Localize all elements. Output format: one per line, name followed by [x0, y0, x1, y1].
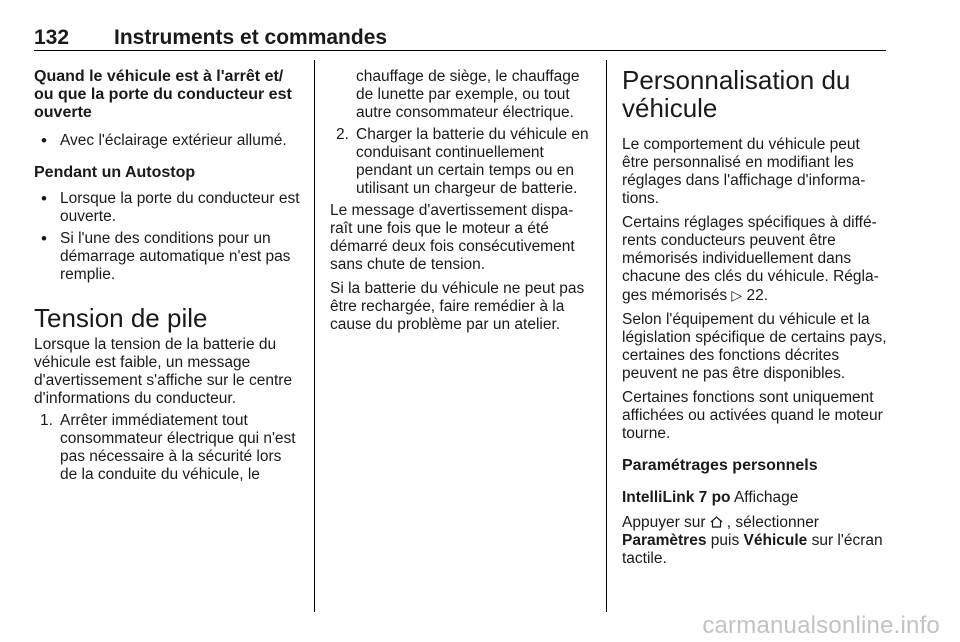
column-divider-2 [606, 60, 607, 612]
numbered-item-continued [330, 68, 595, 122]
column-middle [330, 64, 595, 334]
column-left [34, 64, 302, 484]
paragraph-text: , sélectionner [726, 514, 819, 531]
bullet-item: • Si l'une des conditions pour un démarrage automatique n'est pas remplie. [34, 230, 302, 284]
numbered-item [330, 126, 595, 198]
paragraph [622, 214, 890, 305]
column-right [622, 64, 890, 568]
paragraph [622, 489, 890, 507]
watermark: carmanualsonline.info [702, 612, 940, 639]
subheading-vehicle-stopped: Quand le véhicule est à l'arrêt et/ ou que la porte du conducteur est ouverte [34, 68, 292, 121]
paragraph: Selon l'équipement du véhicule et la législation spécifique de certains pays, certaines des fonctions décrites peuvent ne pas être disponibles. [622, 311, 887, 382]
subheading-autostop: Pendant un Autostop [34, 164, 196, 181]
paragraph [622, 513, 890, 568]
paragraph: Certaines fonctions sont uniquement affichées ou activées quand le moteur tourne. [622, 389, 883, 442]
item-text: Arrêter immédiatement tout consommateur électrique qui n'est pas nécessaire à la sécurité lors de la conduite du véhicule, le [60, 412, 296, 483]
column-divider-1 [314, 60, 315, 612]
paragraph: Le comportement du véhicule peut être personnalisé en modifiant les réglages dans l'affichage d'informa‐ tions. [622, 136, 866, 207]
paragraph-text: Certains réglages spécifiques à diffé‐ rents conducteurs peuvent être mémorisés individuellement dans chacune des clés du véhicule. Régla‐ ges mémorisés [622, 214, 879, 304]
menu-label-settings: Paramètres [622, 532, 707, 549]
home-icon [710, 514, 727, 530]
page-reference-triangle-icon: ▷ [731, 287, 743, 303]
chapter-title: Instruments et commandes [114, 26, 388, 49]
page-header [34, 26, 886, 52]
page-reference-link[interactable]: 22. [746, 287, 769, 304]
paragraph-text: Affichage [733, 489, 799, 506]
item-text: chauffage de siège, le chauffage de lunette par exemple, ou tout autre consommateur électrique. [356, 68, 580, 121]
header-rule [34, 50, 886, 51]
menu-label-vehicle: Véhicule [743, 532, 808, 549]
paragraph-text: Appuyer sur [622, 514, 706, 531]
page-number: 132 [34, 26, 70, 49]
item-number: 2. [336, 126, 349, 143]
item-number: 1. [40, 412, 53, 429]
paragraph-text: sur l'écran tactile. [622, 532, 883, 567]
paragraph-text: puis [710, 532, 740, 549]
section-heading-battery-voltage: Tension de pile [34, 303, 208, 333]
bullet-item: • Lorsque la porte du conducteur est ouverte. [34, 190, 302, 226]
paragraph: Lorsque la tension de la batterie du véhicule est faible, un message d'avertissement s'affiche sur le centre d'informations du conducteur. [34, 336, 293, 407]
system-name: IntelliLink 7 po [622, 489, 731, 506]
section-heading-personalization: Personnalisation du véhicule [622, 65, 851, 123]
item-text: Charger la batterie du véhicule en conduisant continuellement pendant un certain temps ou en utilisant un chargeur de batterie. [356, 126, 589, 197]
subheading-personal-settings: Paramétrages personnels [622, 457, 818, 474]
paragraph: Le message d'avertissement dispa‐ raît une fois que le moteur a été démarré deux fois consécutivement sans chute de tension. [330, 202, 575, 273]
paragraph: Si la batterie du véhicule ne peut pas être rechargée, faire remédier à la cause du problème par un atelier. [330, 280, 585, 333]
bullet-item: • Avec l'éclairage extérieur allumé. [34, 132, 302, 150]
numbered-item [34, 412, 302, 484]
